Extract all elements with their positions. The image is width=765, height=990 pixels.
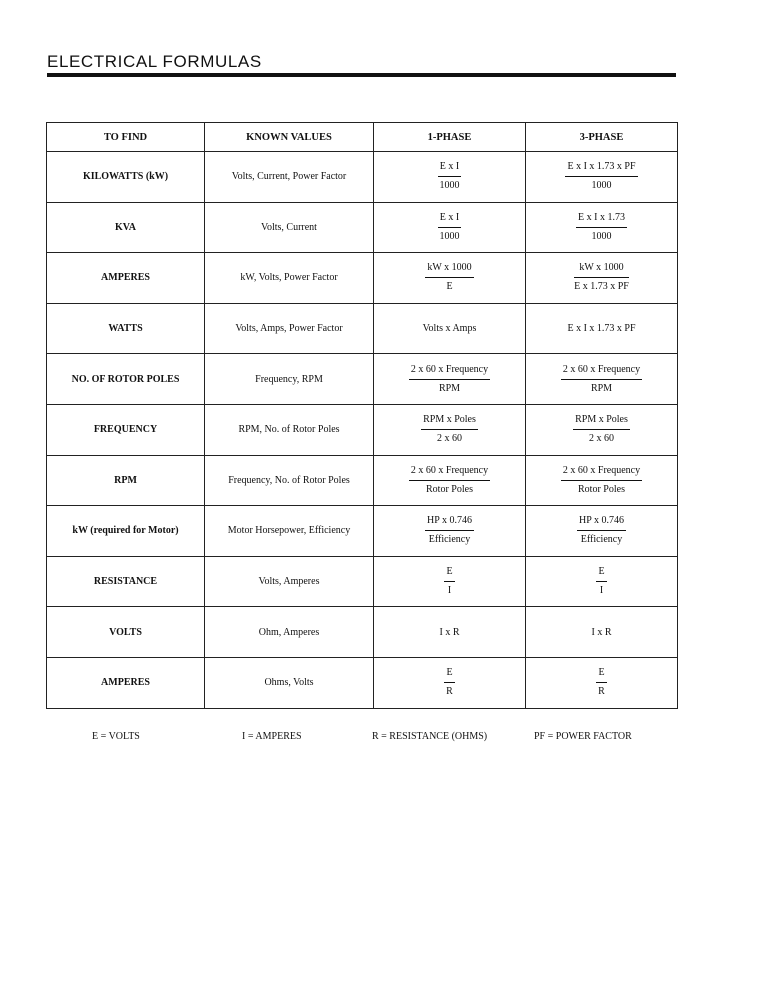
formula-fraction [596, 667, 606, 698]
numerator: E x I [438, 161, 461, 177]
formula-fraction [565, 161, 637, 192]
three-phase-cell [526, 152, 678, 203]
legend-power-factor: PF = POWER FACTOR [534, 731, 632, 742]
table-row [47, 455, 678, 506]
column-header-to-find: TO FIND [47, 123, 205, 152]
denominator: I [447, 585, 452, 597]
table-row [47, 253, 678, 304]
known-values-cell: kW, Volts, Power Factor [205, 253, 374, 304]
denominator: R [598, 686, 605, 698]
one-phase-cell [374, 506, 526, 557]
numerator: 2 x 60 x Frequency [561, 364, 642, 380]
denominator: Rotor Poles [578, 483, 625, 495]
three-phase-cell [526, 202, 678, 253]
numerator: 2 x 60 x Frequency [409, 465, 490, 481]
denominator: Efficiency [580, 534, 623, 546]
table-row [47, 303, 678, 354]
to-find-cell: FREQUENCY [47, 404, 205, 455]
denominator: I [599, 585, 604, 597]
three-phase-cell [526, 354, 678, 405]
formula-fraction [577, 515, 626, 546]
numerator: 2 x 60 x Frequency [409, 364, 490, 380]
denominator: RPM [590, 382, 613, 394]
table-row [47, 506, 678, 557]
to-find-cell: kW (required for Motor) [47, 506, 205, 557]
three-phase-cell [526, 404, 678, 455]
numerator: kW x 1000 [425, 262, 473, 278]
table-row [47, 354, 678, 405]
denominator: 2 x 60 [588, 433, 614, 445]
denominator: Rotor Poles [426, 483, 473, 495]
to-find-cell: WATTS [47, 303, 205, 354]
known-values-cell: Volts, Amperes [205, 556, 374, 607]
three-phase-cell [526, 657, 678, 708]
denominator: 1000 [439, 230, 460, 242]
known-values-cell: Ohm, Amperes [205, 607, 374, 658]
one-phase-cell [374, 556, 526, 607]
legend-resistance: R = RESISTANCE (OHMS) [372, 731, 488, 742]
to-find-cell: VOLTS [47, 607, 205, 658]
formula-fraction [425, 515, 474, 546]
three-phase-cell: E x I x 1.73 x PF [526, 303, 678, 354]
numerator: 2 x 60 x Frequency [561, 465, 642, 481]
numerator: HP x 0.746 [577, 515, 626, 531]
page-title: ELECTRICAL FORMULAS [47, 52, 262, 71]
known-values-cell: Motor Horsepower, Efficiency [205, 506, 374, 557]
table-row [47, 556, 678, 607]
denominator: RPM [438, 382, 461, 394]
formula-fraction [425, 262, 473, 293]
known-values-cell: Frequency, RPM [205, 354, 374, 405]
formula-fraction [438, 161, 461, 192]
formula-fraction [561, 465, 642, 496]
known-values-cell: Ohms, Volts [205, 657, 374, 708]
one-phase-cell [374, 354, 526, 405]
one-phase-cell [374, 657, 526, 708]
denominator: E x 1.73 x PF [574, 281, 629, 293]
denominator: 1000 [591, 180, 612, 192]
formula-fraction [421, 414, 478, 445]
to-find-cell: RESISTANCE [47, 556, 205, 607]
formulas-table [46, 122, 678, 709]
to-find-cell: KVA [47, 202, 205, 253]
to-find-cell: NO. OF ROTOR POLES [47, 354, 205, 405]
formula-fraction [409, 465, 490, 496]
formula-fraction [576, 212, 627, 243]
one-phase-cell [374, 404, 526, 455]
one-phase-cell: Volts x Amps [374, 303, 526, 354]
to-find-cell: KILOWATTS (kW) [47, 152, 205, 203]
known-values-cell: RPM, No. of Rotor Poles [205, 404, 374, 455]
formula-fraction [444, 667, 454, 698]
denominator: 2 x 60 [436, 433, 462, 445]
table-row [47, 657, 678, 708]
denominator: E [446, 281, 453, 293]
denominator: R [446, 686, 453, 698]
column-header-1-phase: 1-PHASE [374, 123, 526, 152]
table-row [47, 152, 678, 203]
known-values-cell: Volts, Current [205, 202, 374, 253]
three-phase-cell [526, 253, 678, 304]
column-header-3-phase: 3-PHASE [526, 123, 678, 152]
formula-fraction [438, 212, 461, 243]
one-phase-cell [374, 253, 526, 304]
table-row [47, 404, 678, 455]
known-values-cell: Frequency, No. of Rotor Poles [205, 455, 374, 506]
column-header-known-values: KNOWN VALUES [205, 123, 374, 152]
to-find-cell: AMPERES [47, 253, 205, 304]
table-row [47, 607, 678, 658]
numerator: kW x 1000 [574, 262, 629, 278]
formula-fraction [561, 364, 642, 395]
denominator: 1000 [439, 180, 460, 192]
to-find-cell: AMPERES [47, 657, 205, 708]
legend-volts: E = VOLTS [92, 731, 140, 742]
formula-fraction [574, 262, 629, 293]
formula-fraction [444, 566, 454, 597]
three-phase-cell: I x R [526, 607, 678, 658]
one-phase-cell: I x R [374, 607, 526, 658]
numerator: RPM x Poles [573, 414, 630, 430]
numerator: E [444, 566, 454, 582]
denominator: Efficiency [428, 534, 471, 546]
numerator: E x I [438, 212, 461, 228]
title-underline [47, 73, 676, 77]
formula-fraction [409, 364, 490, 395]
known-values-cell: Volts, Current, Power Factor [205, 152, 374, 203]
three-phase-cell [526, 506, 678, 557]
table-row [47, 202, 678, 253]
numerator: E [596, 566, 606, 582]
numerator: HP x 0.746 [425, 515, 474, 531]
numerator: E [444, 667, 454, 683]
table-header-row [47, 123, 678, 152]
numerator: RPM x Poles [421, 414, 478, 430]
numerator: E x I x 1.73 x PF [565, 161, 637, 177]
three-phase-cell [526, 455, 678, 506]
numerator: E [596, 667, 606, 683]
legend-amperes: I = AMPERES [242, 731, 302, 742]
one-phase-cell [374, 202, 526, 253]
denominator: 1000 [591, 230, 612, 242]
one-phase-cell [374, 152, 526, 203]
to-find-cell: RPM [47, 455, 205, 506]
formula-fraction [573, 414, 630, 445]
three-phase-cell [526, 556, 678, 607]
one-phase-cell [374, 455, 526, 506]
numerator: E x I x 1.73 [576, 212, 627, 228]
formula-fraction [596, 566, 606, 597]
known-values-cell: Volts, Amps, Power Factor [205, 303, 374, 354]
